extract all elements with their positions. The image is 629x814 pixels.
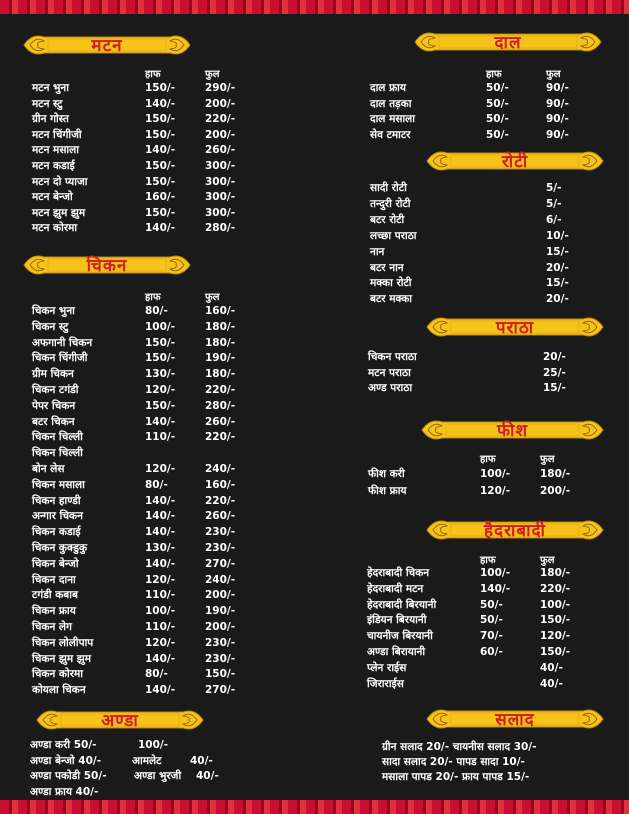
item-name: चिकन टगंडी [32,384,79,396]
price-half: 110/- [145,431,176,444]
hyderabadi-row [0,566,629,581]
price-full: 90/- [546,82,569,94]
price-full: 180/- [205,336,236,349]
item-name: मटन मसाला [32,144,79,157]
hyderabadi-row [0,613,629,628]
banner-mutton [22,31,192,59]
roti-row [0,181,629,196]
paratha-row [0,366,629,381]
price-half: 50/- [486,82,509,94]
price-half: 120/- [145,463,176,475]
price-full: 180/- [205,320,236,333]
hyderabadi-row [0,661,629,676]
price-full: 150/- [540,646,571,658]
item-name: मटन झुम झुम [32,206,86,219]
hyderabadi-row [0,598,629,613]
header-full: फुल [205,292,220,303]
egg-cell: 100/- [138,739,169,751]
item-name: बटर रोटी [370,213,405,226]
chicken-row [0,446,629,461]
price-half: 100/- [480,567,511,579]
price-full: 230/- [205,636,236,649]
bottom-border-stripe [0,800,629,814]
item-name: कोयला चिकन [32,684,86,697]
item-name: मटन स्टु [32,97,63,110]
price: 15/- [543,382,566,394]
price-half: 110/- [145,621,176,633]
banner-title-fish: फीश [496,421,529,441]
price-full: 280/- [205,399,236,412]
banner-title-egg: अण्डा [101,711,139,731]
price-full: 40/- [540,661,563,674]
banner-egg [35,706,205,734]
banner-title-mutton: मटन [91,36,123,56]
price-full: 90/- [546,113,569,126]
price-half: 150/- [145,82,176,94]
price-full: 190/- [205,605,236,618]
item-name: हेदराबादी चिकन [367,567,430,579]
header-full: फुल [546,69,561,80]
price-full: 300/- [205,160,236,172]
price-half: 140/- [145,652,176,665]
price-half: 50/- [486,97,509,110]
price: 20/- [546,293,569,306]
price-full: 150/- [205,668,236,681]
price: 5/- [546,182,562,194]
item-name: चिकन झुम झुम [32,652,92,665]
price-half: 100/- [145,605,176,618]
item-name: बटर नान [370,261,404,274]
price-full: 200/- [205,621,236,633]
item-name: नान [370,245,385,258]
item-name: चिकन बेन्जो [32,557,79,570]
dal-row [0,128,629,143]
price-full: 200/- [205,589,236,602]
price-half: 150/- [145,113,176,126]
banner-fish [420,416,605,444]
roti-row [0,213,629,228]
item-name: चिकन दाना [32,573,76,586]
price-half: 80/- [145,478,168,491]
item-name: जिराराईस [367,677,404,690]
price-half: 150/- [145,175,176,188]
item-name: सेव टमाटर [370,128,411,141]
item-name: मटन बेन्जो [32,191,73,204]
price-half: 140/- [145,415,176,428]
price-full: 230/- [205,526,236,539]
price-full: 160/- [205,478,236,491]
header-half: हाफ [480,555,496,566]
egg-cell: अण्डा करी 50/- [30,739,97,751]
paratha-row [0,381,629,396]
item-name: चिकन लोलीपाप [32,636,94,649]
price-half: 150/- [145,206,176,219]
item-name: चिकन फ्राय [32,605,76,618]
egg-cell: अण्डा बेन्जो 40/- [30,754,102,767]
item-name: बोन लेस [32,463,65,475]
price-full: 220/- [205,384,236,396]
price-half: 140/- [480,582,511,595]
dal-row [0,97,629,112]
item-name: मटन पराठा [368,366,411,379]
price-full: 190/- [205,352,236,365]
price-full: 240/- [205,573,236,586]
price: 20/- [546,261,569,274]
price-full: 90/- [546,128,569,141]
hyderabadi-row [0,677,629,692]
price-half: 120/- [145,573,176,586]
price: 15/- [546,277,569,290]
item-name: चिकन कोरमा [32,668,84,681]
price-full: 180/- [540,468,571,480]
item-name: प्लेन राईस [367,661,407,674]
price-half: 50/- [480,598,503,611]
price: 5/- [546,197,562,210]
egg-cell: अण्डा फ्राय 40/- [30,785,99,798]
price-half: 80/- [145,668,168,681]
price-full: 90/- [546,97,569,110]
item-name: ग्रीन गोस्त [32,113,69,126]
item-name: बटर मक्का [370,293,413,306]
price-full: 200/- [540,484,571,497]
price-half: 150/- [145,352,176,365]
price-full: 220/- [540,582,571,595]
item-name: अण्ड पराठा [368,382,413,394]
price-half: 140/- [145,684,176,697]
egg-cell: 40/- [196,770,219,782]
item-name: मटन कडाई [32,160,75,172]
item-name: चिकन मसाला [32,478,85,491]
banner-title-chicken: चिकन [86,256,128,276]
item-name: मटन भुना [32,82,69,94]
price: 25/- [543,366,566,379]
egg-cell: अण्डा भुरजी [134,770,182,782]
price-full: 280/- [205,222,236,235]
item-name: चायनीज बिरयानी [367,630,433,643]
roti-row [0,197,629,212]
price-full: 160/- [205,305,236,317]
hyderabadi-row [0,645,629,660]
item-name: फीश फ्राय [368,484,407,497]
item-name: चिकन भुना [32,305,75,317]
fish-row [0,467,629,482]
price-full: 150/- [540,614,571,627]
price-full: 120/- [540,630,571,643]
price: 20/- [543,351,566,363]
banner-title-salad: सलाद [495,710,535,730]
price-full: 240/- [205,463,236,475]
price-half: 140/- [145,557,176,570]
item-name: फीश करी [368,468,405,480]
price-half: 130/- [145,368,176,381]
header-half: हाफ [486,69,502,80]
price-half: 150/- [145,336,176,349]
egg-cell: आमलेट [132,754,162,767]
price-half: 140/- [145,510,176,523]
item-name: दाल मसाला [370,113,416,126]
header-full: फुल [540,555,555,566]
item-name: इंडियन बिरयानी [367,614,427,627]
header-half: हाफ [145,69,161,80]
price-half: 140/- [145,97,176,110]
header-half: हाफ [145,292,161,303]
price-full: 220/- [205,113,236,126]
roti-row [0,292,629,307]
item-name: अफगानी चिकन [32,336,93,349]
salad-row: सादा सलाद 20/- पापड सादा 10/- [382,756,525,768]
header-full: फुल [540,454,555,465]
item-name: दाल तड़का [370,97,412,110]
banner-title-hyderabadi: हैदराबादी [484,521,546,541]
item-name: सादी रोटी [370,182,407,194]
price-full: 290/- [205,82,236,94]
price-full: 260/- [205,415,236,428]
top-border-stripe [0,0,629,14]
item-name: हेदराबादी मटन [367,582,424,595]
egg-cell: 40/- [190,754,213,767]
item-name: बटर चिकन [32,415,75,428]
price-half: 150/- [145,160,176,172]
price-full: 230/- [205,542,236,554]
price-half: 100/- [145,320,176,333]
header-full: फुल [205,69,220,80]
banner-dal [413,28,603,56]
price: 10/- [546,229,569,242]
price-half: 50/- [480,614,503,627]
banner-title-dal: दाल [494,33,522,53]
banner-hyderabadi [425,516,605,544]
price-full: 220/- [205,431,236,444]
item-name: चिकन चिल्ली [32,431,83,444]
price-full: 260/- [205,510,236,523]
banner-salad [425,705,605,733]
price-half: 140/- [145,222,176,235]
price-half: 60/- [480,646,503,658]
item-name: लच्छा पराठा [370,229,417,242]
roti-row [0,229,629,244]
price-full: 270/- [205,557,236,570]
banner-title-roti: रोटी [501,152,529,172]
item-name: मटन दो प्याजा [32,175,88,188]
item-name: अन्गार चिकन [32,510,83,523]
item-name: तन्दुरी रोटी [370,197,411,210]
price-full: 180/- [205,368,236,381]
price-half: 140/- [145,144,176,157]
item-name: चिकन कडाई [32,526,81,539]
banner-roti [425,147,605,175]
price-full: 220/- [205,494,236,507]
price-half: 120/- [145,384,176,396]
price-full: 260/- [205,144,236,157]
price-half: 100/- [480,468,511,480]
hyderabadi-row [0,582,629,597]
price-full: 300/- [205,191,236,204]
item-name: चिकन कुक्डुकु [32,542,88,554]
item-name: मटन कोरमा [32,222,78,235]
price: 15/- [546,245,569,258]
price-full: 100/- [540,598,571,611]
price-half: 130/- [145,542,176,554]
price-half: 120/- [480,484,511,497]
egg-cell: अण्डा पकोडी 50/- [30,770,107,782]
header-half: हाफ [480,454,496,465]
salad-row: मसाला पापड 20/- फ्राय पापड 15/- [382,771,530,783]
price-half: 50/- [486,128,509,141]
price-half: 120/- [145,636,176,649]
item-name: चिकन स्टु [32,320,69,333]
price-half: 50/- [486,113,509,126]
item-name: चिकन पराठा [368,351,417,363]
price-half: 80/- [145,305,168,317]
roti-row [0,245,629,260]
hyderabadi-row [0,629,629,644]
price-half: 160/- [145,191,176,204]
roti-row [0,276,629,291]
price-half: 70/- [480,630,503,643]
banner-title-paratha: पराठा [495,318,535,338]
price: 6/- [546,213,562,226]
item-name: चिकन चिल्ली [32,447,83,460]
price-half: 150/- [145,128,176,141]
item-name: ग्रीम चिकन [32,368,74,381]
item-name: दाल फ्राय [370,82,406,94]
price-full: 300/- [205,175,236,188]
salad-row: ग्रीन सलाद 20/- चायनीस सलाद 30/- [382,741,537,753]
dal-row [0,112,629,127]
egg-row [0,754,318,769]
fish-row [0,484,629,499]
item-name: पेपर चिकन [32,399,76,412]
egg-row [0,738,318,753]
item-name: टगंडी कबाब [32,589,78,602]
price-full: 270/- [205,684,236,697]
price-full: 230/- [205,652,236,665]
item-name: अण्डा बिरायानी [367,646,426,658]
chicken-row [0,399,629,414]
price-half: 140/- [145,494,176,507]
price-half: 110/- [145,589,176,602]
item-name: हेदराबादी बिरयानी [367,598,437,611]
dal-row [0,81,629,96]
item-name: मक्का रोटी [370,277,412,290]
paratha-row [0,350,629,365]
price-full: 40/- [540,677,563,690]
item-name: चिकन हाण्डी [32,494,81,507]
price-full: 180/- [540,567,571,579]
item-name: चिकन चिंगीजी [32,352,88,365]
item-name: चिकन लेग [32,621,72,633]
price-full: 200/- [205,97,236,110]
price-half: 140/- [145,526,176,539]
price-full: 300/- [205,206,236,219]
egg-row [0,769,318,784]
banner-paratha [425,313,605,341]
egg-row [0,785,318,800]
price-full: 200/- [205,128,236,141]
roti-row [0,261,629,276]
item-name: मटन चिंगीजी [32,128,82,141]
price-half: 150/- [145,399,176,412]
